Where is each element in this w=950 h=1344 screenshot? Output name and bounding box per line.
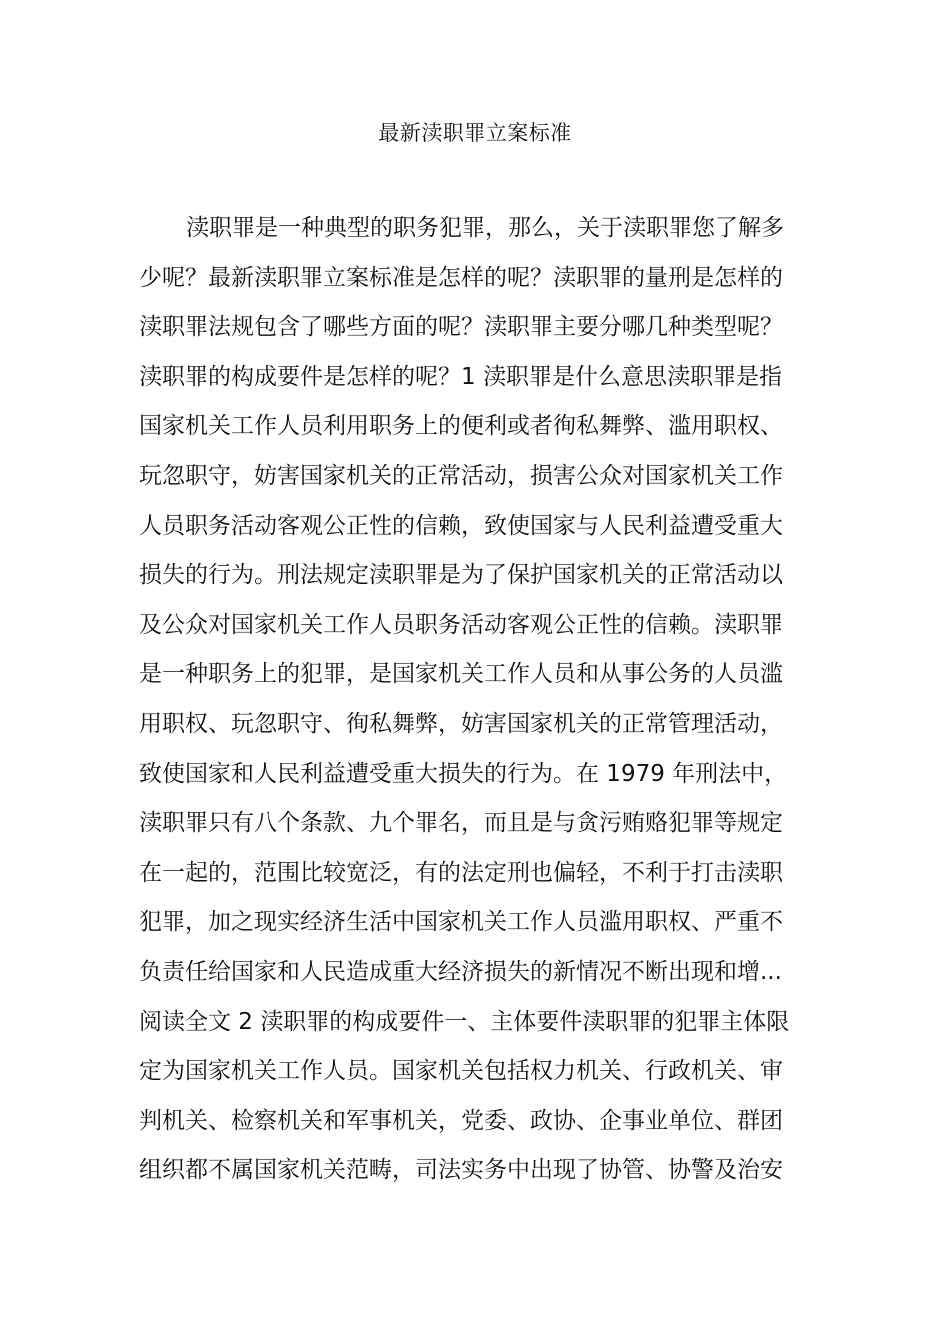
text-line: 渎职罪的构成要件是怎样的呢？1 渎职罪是什么意思渎职罪是指 — [139, 363, 782, 390]
document-title: 最新渎职罪立案标准 — [378, 121, 572, 145]
text-line: 人员职务活动客观公正性的信赖，致使国家与人民利益遭受重大 — [139, 512, 783, 539]
text-line: 负责任给国家和人民造成重大经济损失的新情况不断出现和增... — [139, 958, 782, 985]
document-body — [139, 204, 819, 1196]
text-line: 定为国家机关工作人员。国家机关包括权力机关、行政机关、审 — [139, 1058, 783, 1085]
text-line: 玩忽职守，妨害国家机关的正常活动，损害公众对国家机关工作 — [139, 462, 783, 489]
text-line: 判机关、检察机关和军事机关，党委、政协、企事业单位、群团 — [139, 1107, 783, 1134]
text-line: 渎职罪只有八个条款、九个罪名，而且是与贪污贿赂犯罪等规定 — [139, 810, 783, 837]
text-line: 渎职罪法规包含了哪些方面的呢？渎职罪主要分哪几种类型呢？ — [139, 314, 783, 341]
text-line: 犯罪，加之现实经济生活中国家机关工作人员滥用职权、严重不 — [139, 909, 783, 936]
text-line: 用职权、玩忽职守、徇私舞弊，妨害国家机关的正常管理活动， — [139, 710, 783, 737]
text-line: 是一种职务上的犯罪，是国家机关工作人员和从事公务的人员滥 — [139, 661, 783, 688]
text-line: 损失的行为。刑法规定渎职罪是为了保护国家机关的正常活动以 — [139, 562, 783, 589]
text-line: 致使国家和人民利益遭受重大损失的行为。在 1979 年刑法中， — [139, 760, 788, 787]
text-line: 渎职罪是一种典型的职务犯罪，那么，关于渎职罪您了解多 — [186, 215, 784, 241]
read-full-text-line: 阅读全文 2 渎职罪的构成要件一、主体要件渎职罪的犯罪主体限 — [139, 1008, 790, 1035]
text-line: 组织都不属国家机关范畴，司法实务中出现了协管、协警及治安 — [139, 1157, 783, 1184]
text-line: 在一起的，范围比较宽泛，有的法定刑也偏轻，不利于打击渎职 — [139, 859, 783, 886]
text-line: 国家机关工作人员利用职务上的便利或者徇私舞弊、滥用职权、 — [139, 413, 783, 440]
text-line: 及公众对国家机关工作人员职务活动客观公正性的信赖。渎职罪 — [139, 611, 783, 638]
text-line: 少呢？最新渎职罪立案标准是怎样的呢？渎职罪的量刑是怎样的 — [139, 264, 783, 291]
